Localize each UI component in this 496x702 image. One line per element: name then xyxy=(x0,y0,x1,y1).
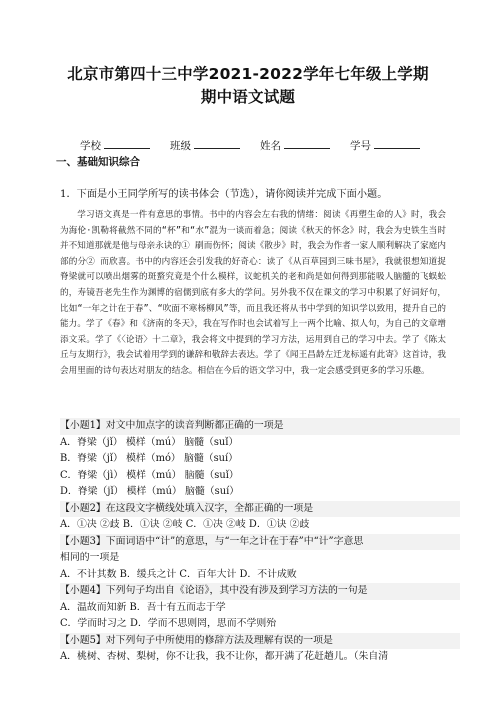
student-info-fields xyxy=(80,138,420,153)
question-line: 相同的一项是 xyxy=(60,552,120,563)
sub-questions xyxy=(60,418,460,666)
class-blank xyxy=(194,138,240,149)
class-field xyxy=(170,138,240,153)
question-line: A．不计其数 B．缓兵之计 C．百年大计 D．不计成败 xyxy=(60,568,297,580)
student-number-label: 学号 xyxy=(350,140,371,152)
question-line: A．①决 ②歧 B．①诀 ②岐 C．①决 ②岐 D．①诀 ②歧 xyxy=(60,519,310,530)
question-line: 【小题3】下面词语中“计”的意思，与“一年之计在于春”中“计”字意思 xyxy=(60,534,460,551)
question-1-prompt: 1．下面是小王同学所写的读书体会（节选），请你阅读并完成下面小题。 xyxy=(60,189,388,200)
page-title: 北京市第四十三中学2021-2022学年七年级上学期 xyxy=(67,65,429,83)
question-line: A．脊梁（jǐ） 模样（mú） 脑髓（suǐ） xyxy=(60,436,239,448)
question-line: 【小题5】对下列句子中所使用的修辞方法及理解有误的一项是 xyxy=(60,633,460,650)
name-blank xyxy=(284,138,330,149)
student-number-blank xyxy=(374,138,420,149)
question-line: 【小题4】下列句子均出自《论语》，其中没有涉及到学习方法的一句是 xyxy=(60,583,460,600)
page-subtitle: 期中语文试题 xyxy=(200,88,296,106)
school-field xyxy=(80,138,150,153)
question-line: A．桃树、杏树、梨树，你不让我，我不让你，都开满了花赶趟儿。（朱自清 xyxy=(60,651,389,662)
question-line: C．学而时习之 D．学而不思则罔，思而不学则殆 xyxy=(60,618,277,629)
question-line: C．脊梁（jì） 模样（mú） 脑髓（suǐ） xyxy=(60,469,239,481)
school-blank xyxy=(104,138,150,149)
school-label: 学校 xyxy=(80,140,101,152)
question-line: A．温故而知新 B．吾十有五而志于学 xyxy=(60,601,226,613)
name-field xyxy=(260,138,330,153)
name-label: 姓名 xyxy=(260,140,281,152)
reading-passage xyxy=(60,208,446,380)
question-line: B．脊梁（jǐ） 模样（mó） 脑髓（suí） xyxy=(60,453,239,464)
class-label: 班级 xyxy=(170,140,191,152)
question-line: 【小题2】在这段文字横线处填入汉字，全都正确的一项是 xyxy=(60,501,460,518)
question-line: 【小题1】对文中加点字的读音判断都正确的一项是 xyxy=(60,418,460,435)
passage-text: 学习语文真是一件有意思的事情。书中的内容会左右我的情绪：阅读《再塑生命的人》时，我会为海伦·凯勒将截然不同的“杯”和“水”混为一谈而着急；阅读《秋天的怀念》时，我会为史铁生当时并不知道那就是他与母亲永诀的① 刷而伤怀；阅读《散步》时，我会为作者一家人顺利解决了家庭内部的分② 而欣喜。书中的内容还会引发我的好奇心：读了《从百草园到三味书屋》，我就很想知道捉脊梁就可以喷出烟雾的斑蝥究竟是个什么模样，议蛇机关的老和尚是如何得到那能吸人脑髓的飞蜈蚣的，寿镜吾老先生作为渊博的宿儒到底有多大的学问。另外我不仅在课文的学习中积累了好词好句，比如“一年之计在于春”、“吹面不寒杨柳风”等，而且我还将从书中学到的知识学以致用，提升自己的能力。学了《春》和《济南的冬天》，我在写作时也会试着写上一两个比喻、拟人句，为自己的文章增添文采。学了《〈论语〉十二章》，我会将文中提到的学习方法，运用到自己的学习中去。学了《陈太丘与友期行》，我会试着用学到的谦辞和敬辞去表达。学了《闻王昌龄左迁龙标遥有此寄》这首诗，我会用里面的诗句表达对朋友的结念。相信在今后的语文学习中，我一定会感受到更多的学习乐趣。 xyxy=(60,210,446,376)
section-heading: 一、基础知识综合 xyxy=(56,156,140,168)
question-line: D．脊梁（jǐ） 模样（mú） 脑髓（suí） xyxy=(60,486,240,497)
student-number-field xyxy=(350,138,420,153)
